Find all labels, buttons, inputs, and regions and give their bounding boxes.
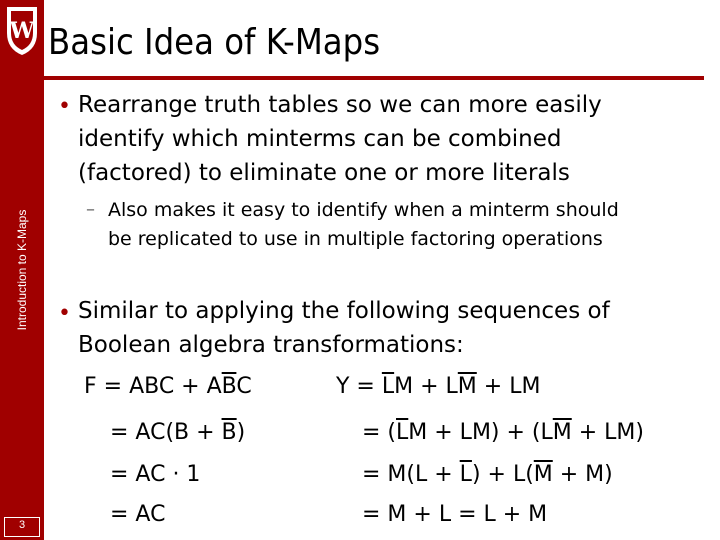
title-rule	[44, 76, 704, 80]
page-number: 3	[18, 519, 26, 531]
bullet-line: (factored) to eliminate one or more literals	[78, 160, 570, 186]
bullet-line: Boolean algebra transformations:	[78, 332, 464, 358]
sub-bullet-line: be replicated to use in multiple factoring operations	[108, 228, 603, 250]
sidebar	[0, 0, 44, 540]
equation-f-line1: F = ABC + $A\overline{B}C$	[84, 374, 252, 399]
equation-y-line3: = $M(L + \overline{L}) + L(\overline{M} + M)$	[362, 462, 613, 487]
slide-title: Basic Idea of K-Maps	[48, 22, 381, 63]
bullet-marker: •	[58, 94, 71, 119]
page-number-box	[4, 517, 40, 537]
equation-y-line2: = $(\overline{L}M + LM) + (L\overline{M} + LM)$	[362, 420, 644, 445]
equation-y-line4: = M + L = L + M	[362, 502, 548, 527]
bullet-line: Similar to applying the following sequences of	[78, 298, 610, 324]
equation-f-line3: = AC · 1	[110, 462, 201, 487]
bullet-marker: •	[58, 301, 71, 326]
equation-f-line2: = $AC(B + \overline{B})$	[110, 420, 246, 445]
section-label: Introduction to K-Maps	[15, 209, 29, 331]
bullet-line: Rearrange truth tables so we can more easily	[78, 92, 602, 118]
equation-y-line1: $Y = \overline{L}M + L\overline{M}$ + LM	[336, 374, 541, 399]
svg-text:W: W	[9, 18, 35, 44]
bullet-line: identify which minterms can be combined	[78, 126, 562, 152]
uw-crest-logo	[3, 3, 41, 57]
sub-bullet-marker: –	[86, 199, 95, 220]
equation-f-line4: = AC	[110, 502, 166, 527]
sub-bullet-line: Also makes it easy to identify when a minterm should	[108, 199, 619, 221]
